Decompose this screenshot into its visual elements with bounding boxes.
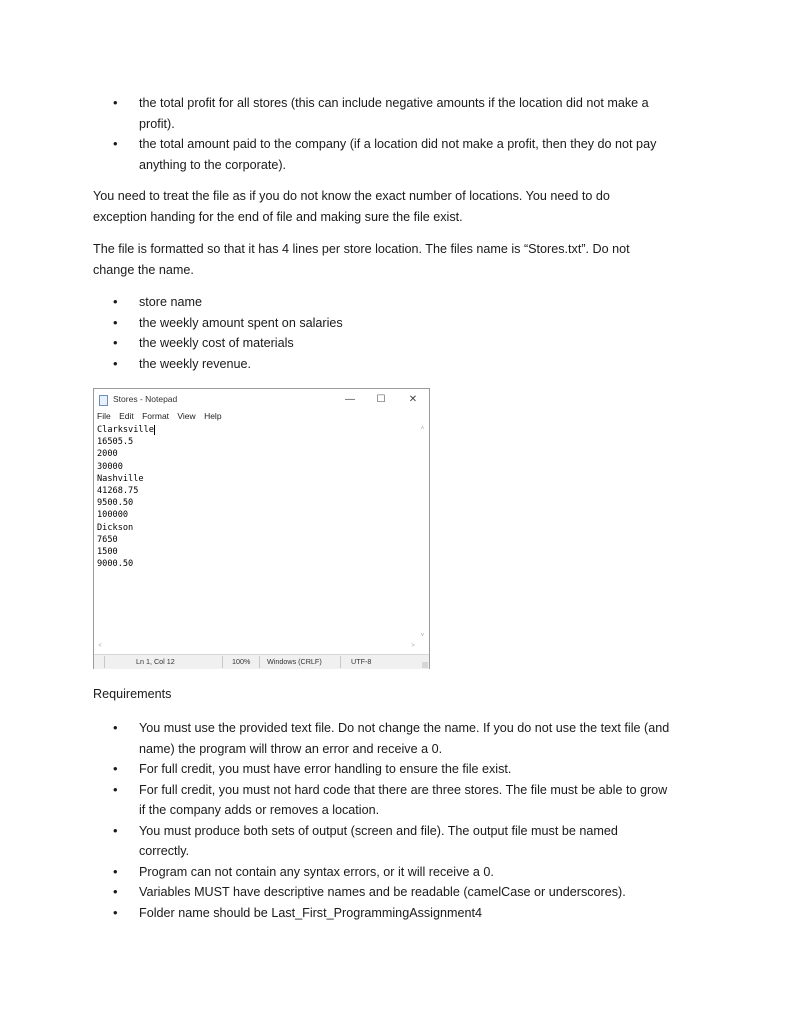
text-line: Nashville	[97, 473, 144, 484]
notepad-window	[93, 388, 430, 669]
list-item	[93, 759, 713, 780]
bullet-line: • Variables MUST have descriptive names and be readable (camelCase or underscores).	[139, 885, 626, 899]
profit-bullet-list	[93, 93, 713, 175]
text-line	[95, 424, 418, 436]
text-line: 41268.75	[97, 485, 139, 496]
bullet-line: name) the program will throw an error and receive a 0.	[139, 741, 443, 756]
notepad-text-area[interactable]	[95, 424, 418, 641]
paragraph-line: You need to treat the file as if you do not know the exact number of locations. You need to do	[93, 189, 610, 203]
list-item	[93, 718, 713, 759]
scroll-down-icon[interactable]: ˅	[420, 633, 425, 639]
bullet-line: • the total profit for all stores (this can include negative amounts if the location did not make a	[139, 96, 649, 110]
minimize-icon[interactable]: —	[345, 394, 355, 405]
bullet-line: profit).	[139, 116, 175, 131]
list-item	[93, 882, 713, 903]
notepad-status-bar	[94, 654, 429, 669]
status-zoom: 100%	[232, 657, 251, 666]
notepad-title: Stores - Notepad	[113, 394, 178, 404]
text-line: 100000	[97, 510, 129, 521]
bullet-line: • You must use the provided text file. Do not change the name. If you do not use the text file (and	[139, 721, 670, 735]
text-line: 16505.5	[97, 437, 134, 448]
notepad-menu-bar	[97, 411, 228, 421]
requirements-heading: Requirements	[93, 687, 172, 701]
text-caret	[154, 425, 155, 435]
menu-item-view[interactable]: View	[177, 411, 196, 421]
bullet-line: • For full credit, you must not hard code that there are three stores. The file must be able to grow	[139, 782, 668, 797]
bullet-line: • Program can not contain any syntax errors, or it will receive a 0.	[139, 864, 494, 879]
notepad-app-icon	[99, 395, 108, 406]
list-item: • the weekly amount spent on salaries	[93, 313, 493, 334]
list-item: • the weekly revenue.	[93, 354, 493, 375]
bullet-line: correctly.	[139, 844, 190, 858]
text-line: 9500.50	[97, 498, 134, 509]
paragraph-file-handling	[93, 186, 703, 227]
paragraph-line: change the name.	[93, 262, 194, 277]
status-line-ending: Windows (CRLF)	[267, 657, 322, 666]
menu-item-format[interactable]: Format	[142, 411, 170, 421]
menu-item-help[interactable]: Help	[204, 411, 222, 421]
list-item: • the weekly cost of materials	[93, 333, 493, 354]
menu-item-edit[interactable]: Edit	[119, 411, 134, 421]
maximize-icon[interactable]: ☐	[376, 394, 386, 405]
text-line: 30000	[97, 461, 123, 472]
status-encoding: UTF-8	[351, 657, 372, 666]
list-item	[93, 903, 713, 924]
status-divider	[340, 656, 341, 668]
scroll-right-icon[interactable]: ˃	[411, 643, 415, 649]
status-divider	[259, 656, 260, 668]
paragraph-file-format	[93, 239, 703, 280]
resize-grip-icon[interactable]	[422, 662, 428, 668]
status-divider	[104, 656, 105, 668]
list-item	[93, 821, 713, 862]
horizontal-scrollbar[interactable]	[95, 641, 418, 652]
bullet-line: if the company adds or removes a location.	[139, 803, 380, 817]
list-item	[93, 862, 713, 883]
menu-item-file[interactable]: File	[97, 411, 111, 421]
file-format-bullet-list	[93, 292, 493, 374]
text-line: 2000	[97, 449, 118, 460]
list-item	[93, 134, 713, 175]
list-item: • store name	[93, 292, 493, 313]
status-divider	[222, 656, 223, 668]
vertical-scrollbar[interactable]	[417, 424, 428, 641]
paragraph-line: exception handing for the end of file and making sure the file exist.	[93, 209, 463, 224]
bullet-line: • You must produce both sets of output (screen and file). The output file must be named	[139, 823, 618, 838]
list-item	[93, 780, 713, 821]
requirements-bullet-list	[93, 718, 713, 923]
status-position: Ln 1, Col 12	[136, 657, 175, 666]
text-line: 9000.50	[97, 559, 134, 570]
bullet-line: • the total amount paid to the company (if a location did not make a profit, then they do not pay	[139, 137, 657, 151]
close-icon[interactable]: ✕	[408, 394, 418, 405]
text-line: 7650	[97, 534, 118, 545]
notepad-title-bar	[94, 389, 429, 411]
text-line: 1500	[97, 546, 118, 557]
bullet-line: anything to the corporate).	[139, 157, 287, 172]
text-line-content: Clarksville	[97, 425, 154, 435]
paragraph-line: The file is formatted so that it has 4 lines per store location. The files name is “Stores.txt”. Do not	[93, 242, 630, 256]
list-item	[93, 93, 713, 134]
scroll-up-icon[interactable]: ˄	[420, 426, 425, 432]
bullet-line: • For full credit, you must have error handling to ensure the file exist.	[139, 762, 512, 776]
text-line: Dickson	[97, 522, 134, 533]
bullet-line: • Folder name should be Last_First_ProgrammingAssignment4	[139, 905, 482, 920]
scroll-left-icon[interactable]: ˂	[98, 643, 102, 649]
